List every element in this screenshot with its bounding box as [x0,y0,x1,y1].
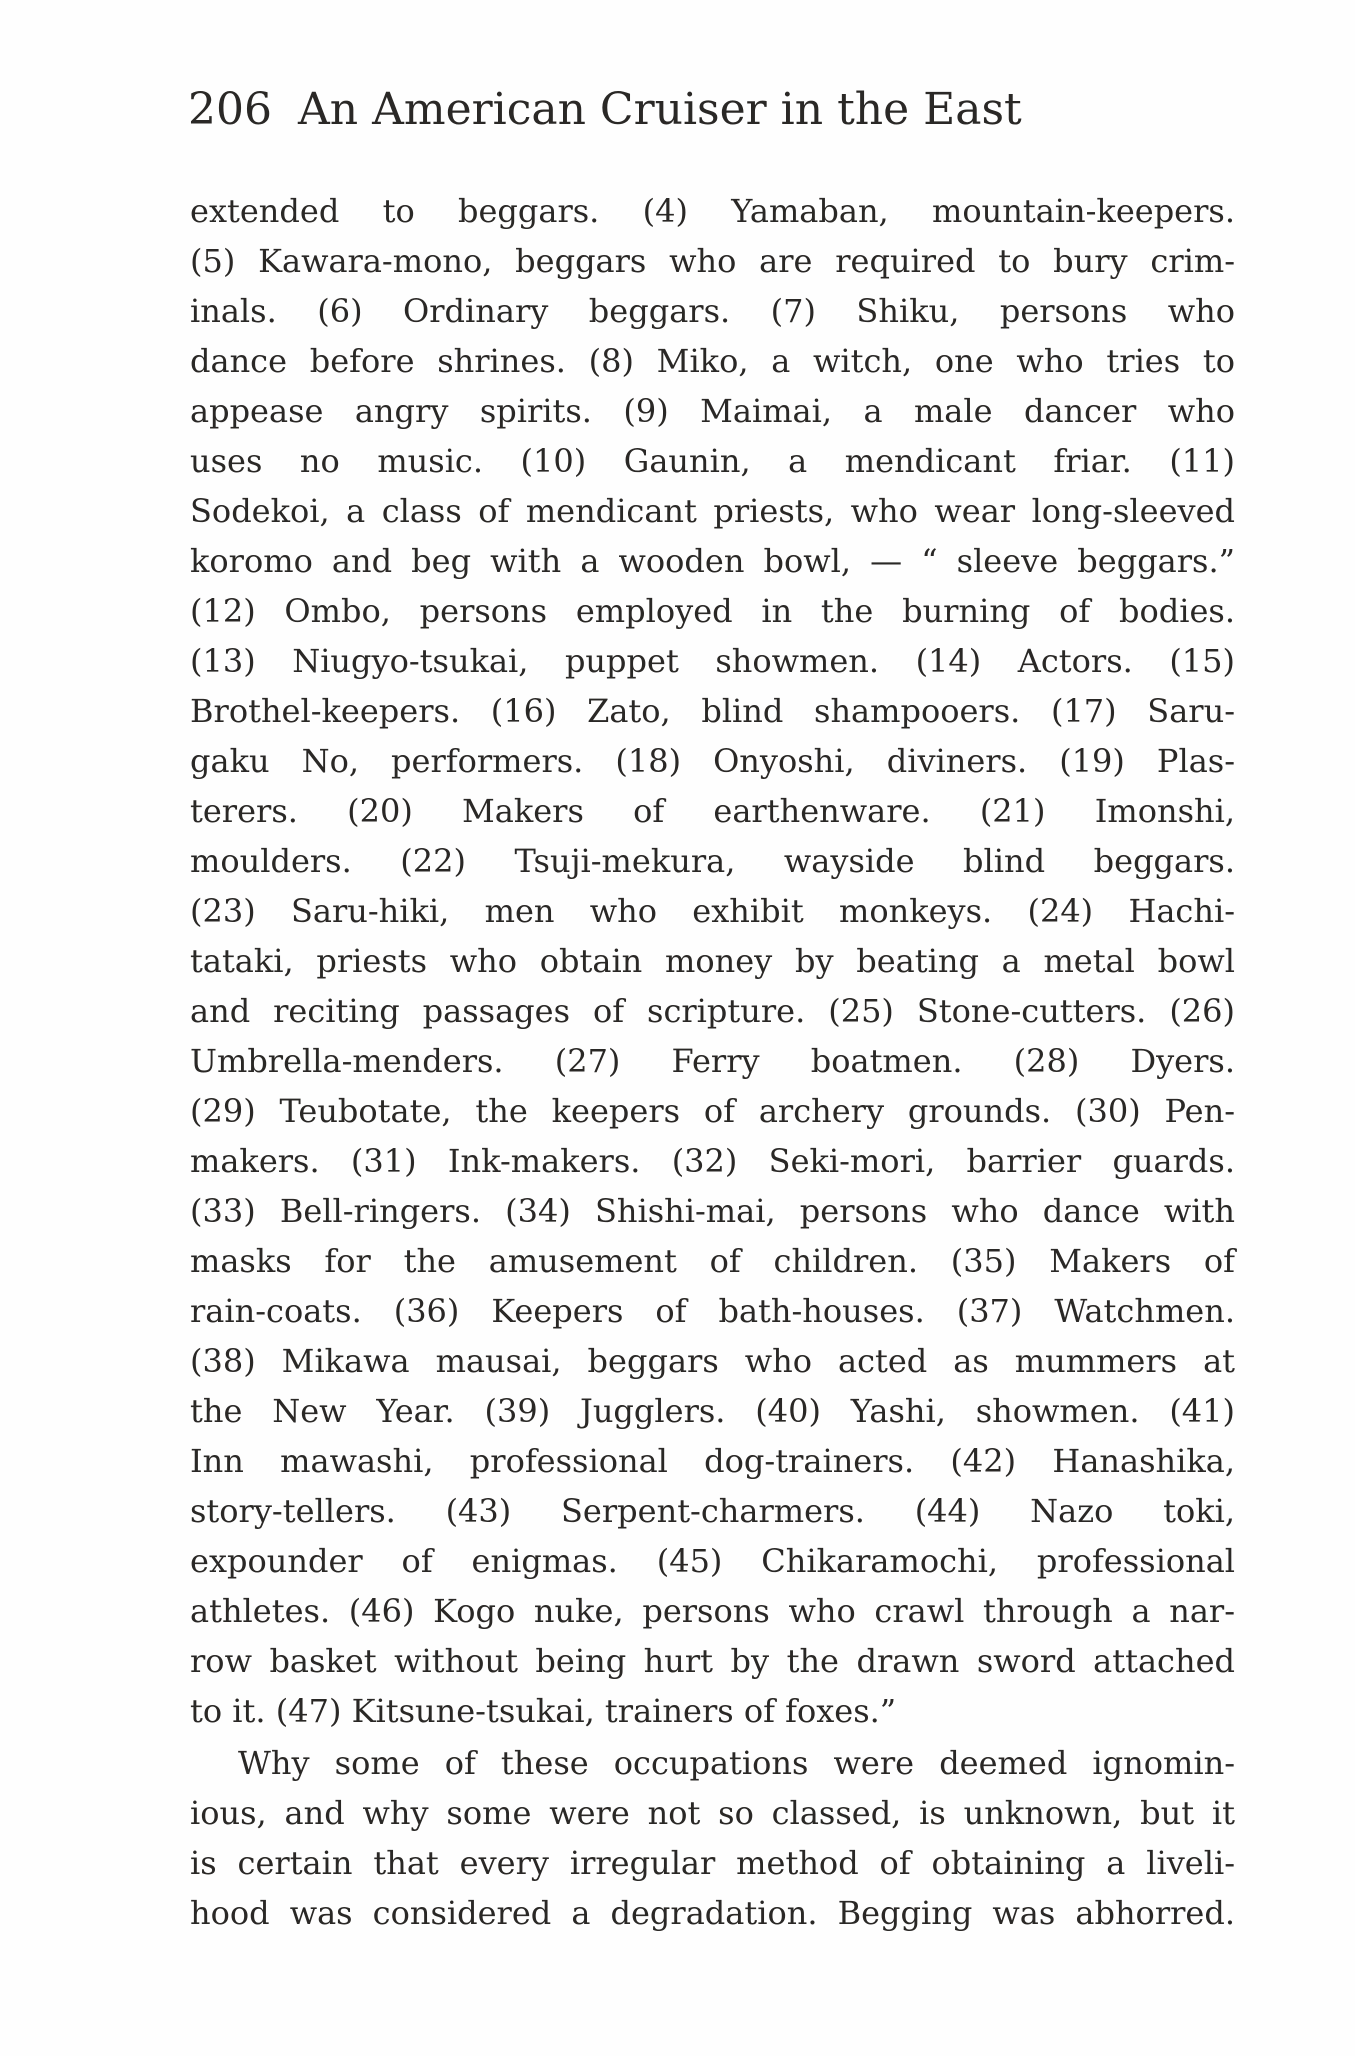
text-line: gaku No, performers. (18) Onyoshi, diviners. (19) Plas- [190,742,1235,780]
text-line: expounder of enigmas. (45) Chikaramochi, professional [190,1542,1235,1580]
running-head [188,82,1248,138]
text-line: Inn mawashi, professional dog-trainers. (42) Hanashika, [190,1442,1235,1480]
text-line: inals. (6) Ordinary beggars. (7) Shiku, persons who [190,292,1235,330]
text-line: (13) Niugyo-tsukai, puppet showmen. (14) Actors. (15) [190,642,1235,680]
text-line: (5) Kawara-mono, beggars who are required to bury crim- [190,242,1235,280]
text-line: the New Year. (39) Jugglers. (40) Yashi, showmen. (41) [190,1392,1235,1430]
paragraph-2 [190,1738,1235,1938]
text-line: (12) Ombo, persons employed in the burning of bodies. [190,592,1235,630]
paragraph-1 [190,186,1235,1736]
text-line: and reciting passages of scripture. (25) Stone-cutters. (26) [190,992,1235,1030]
text-line: extended to beggars. (4) Yamaban, mountain-keepers. [190,192,1235,230]
running-title: An American Cruiser in the East [297,84,1022,135]
text-line: makers. (31) Ink-makers. (32) Seki-mori, barrier guards. [190,1142,1235,1180]
text-line: koromo and beg with a wooden bowl, — “ sleeve beggars.” [190,542,1235,580]
text-line: ious, and why some were not so classed, is unknown, but it [190,1794,1235,1832]
text-line: moulders. (22) Tsuji-mekura, wayside blind beggars. [190,842,1235,880]
text-line: athletes. (46) Kogo nuke, persons who crawl through a nar- [190,1592,1235,1630]
text-line: Umbrella-menders. (27) Ferry boatmen. (28) Dyers. [190,1042,1235,1080]
text-line: terers. (20) Makers of earthenware. (21) Imonshi, [190,792,1235,830]
text-line: (29) Teubotate, the keepers of archery grounds. (30) Pen- [190,1092,1235,1130]
text-line: to it. (47) Kitsune-tsukai, trainers of foxes.” [190,1692,897,1730]
page-number: 206 [188,84,272,135]
text-line: uses no music. (10) Gaunin, a mendicant friar. (11) [190,442,1235,480]
text-line: (23) Saru-hiki, men who exhibit monkeys. (24) Hachi- [190,892,1235,930]
text-line: Brothel-keepers. (16) Zato, blind shampooers. (17) Saru- [190,692,1235,730]
text-line: hood was considered a degradation. Begging was abhorred. [190,1894,1235,1932]
text-line: dance before shrines. (8) Miko, a witch, one who tries to [190,342,1235,380]
text-line: tataki, priests who obtain money by beating a metal bowl [190,942,1235,980]
body-text [190,186,1235,1938]
text-line: rain-coats. (36) Keepers of bath-houses. (37) Watchmen. [190,1292,1235,1330]
text-line: Why some of these occupations were deemed ignomin- [238,1744,1235,1782]
text-line: (38) Mikawa mausai, beggars who acted as mummers at [190,1342,1235,1380]
text-line: masks for the amusement of children. (35) Makers of [190,1242,1235,1280]
text-line: is certain that every irregular method of obtaining a liveli- [190,1844,1235,1882]
text-line: appease angry spirits. (9) Maimai, a male dancer who [190,392,1235,430]
text-line: story-tellers. (43) Serpent-charmers. (44) Nazo toki, [190,1492,1235,1530]
text-line: row basket without being hurt by the drawn sword attached [190,1642,1235,1680]
text-line: Sodekoi, a class of mendicant priests, who wear long-sleeved [190,492,1235,530]
text-line: (33) Bell-ringers. (34) Shishi-mai, persons who dance with [190,1192,1235,1230]
